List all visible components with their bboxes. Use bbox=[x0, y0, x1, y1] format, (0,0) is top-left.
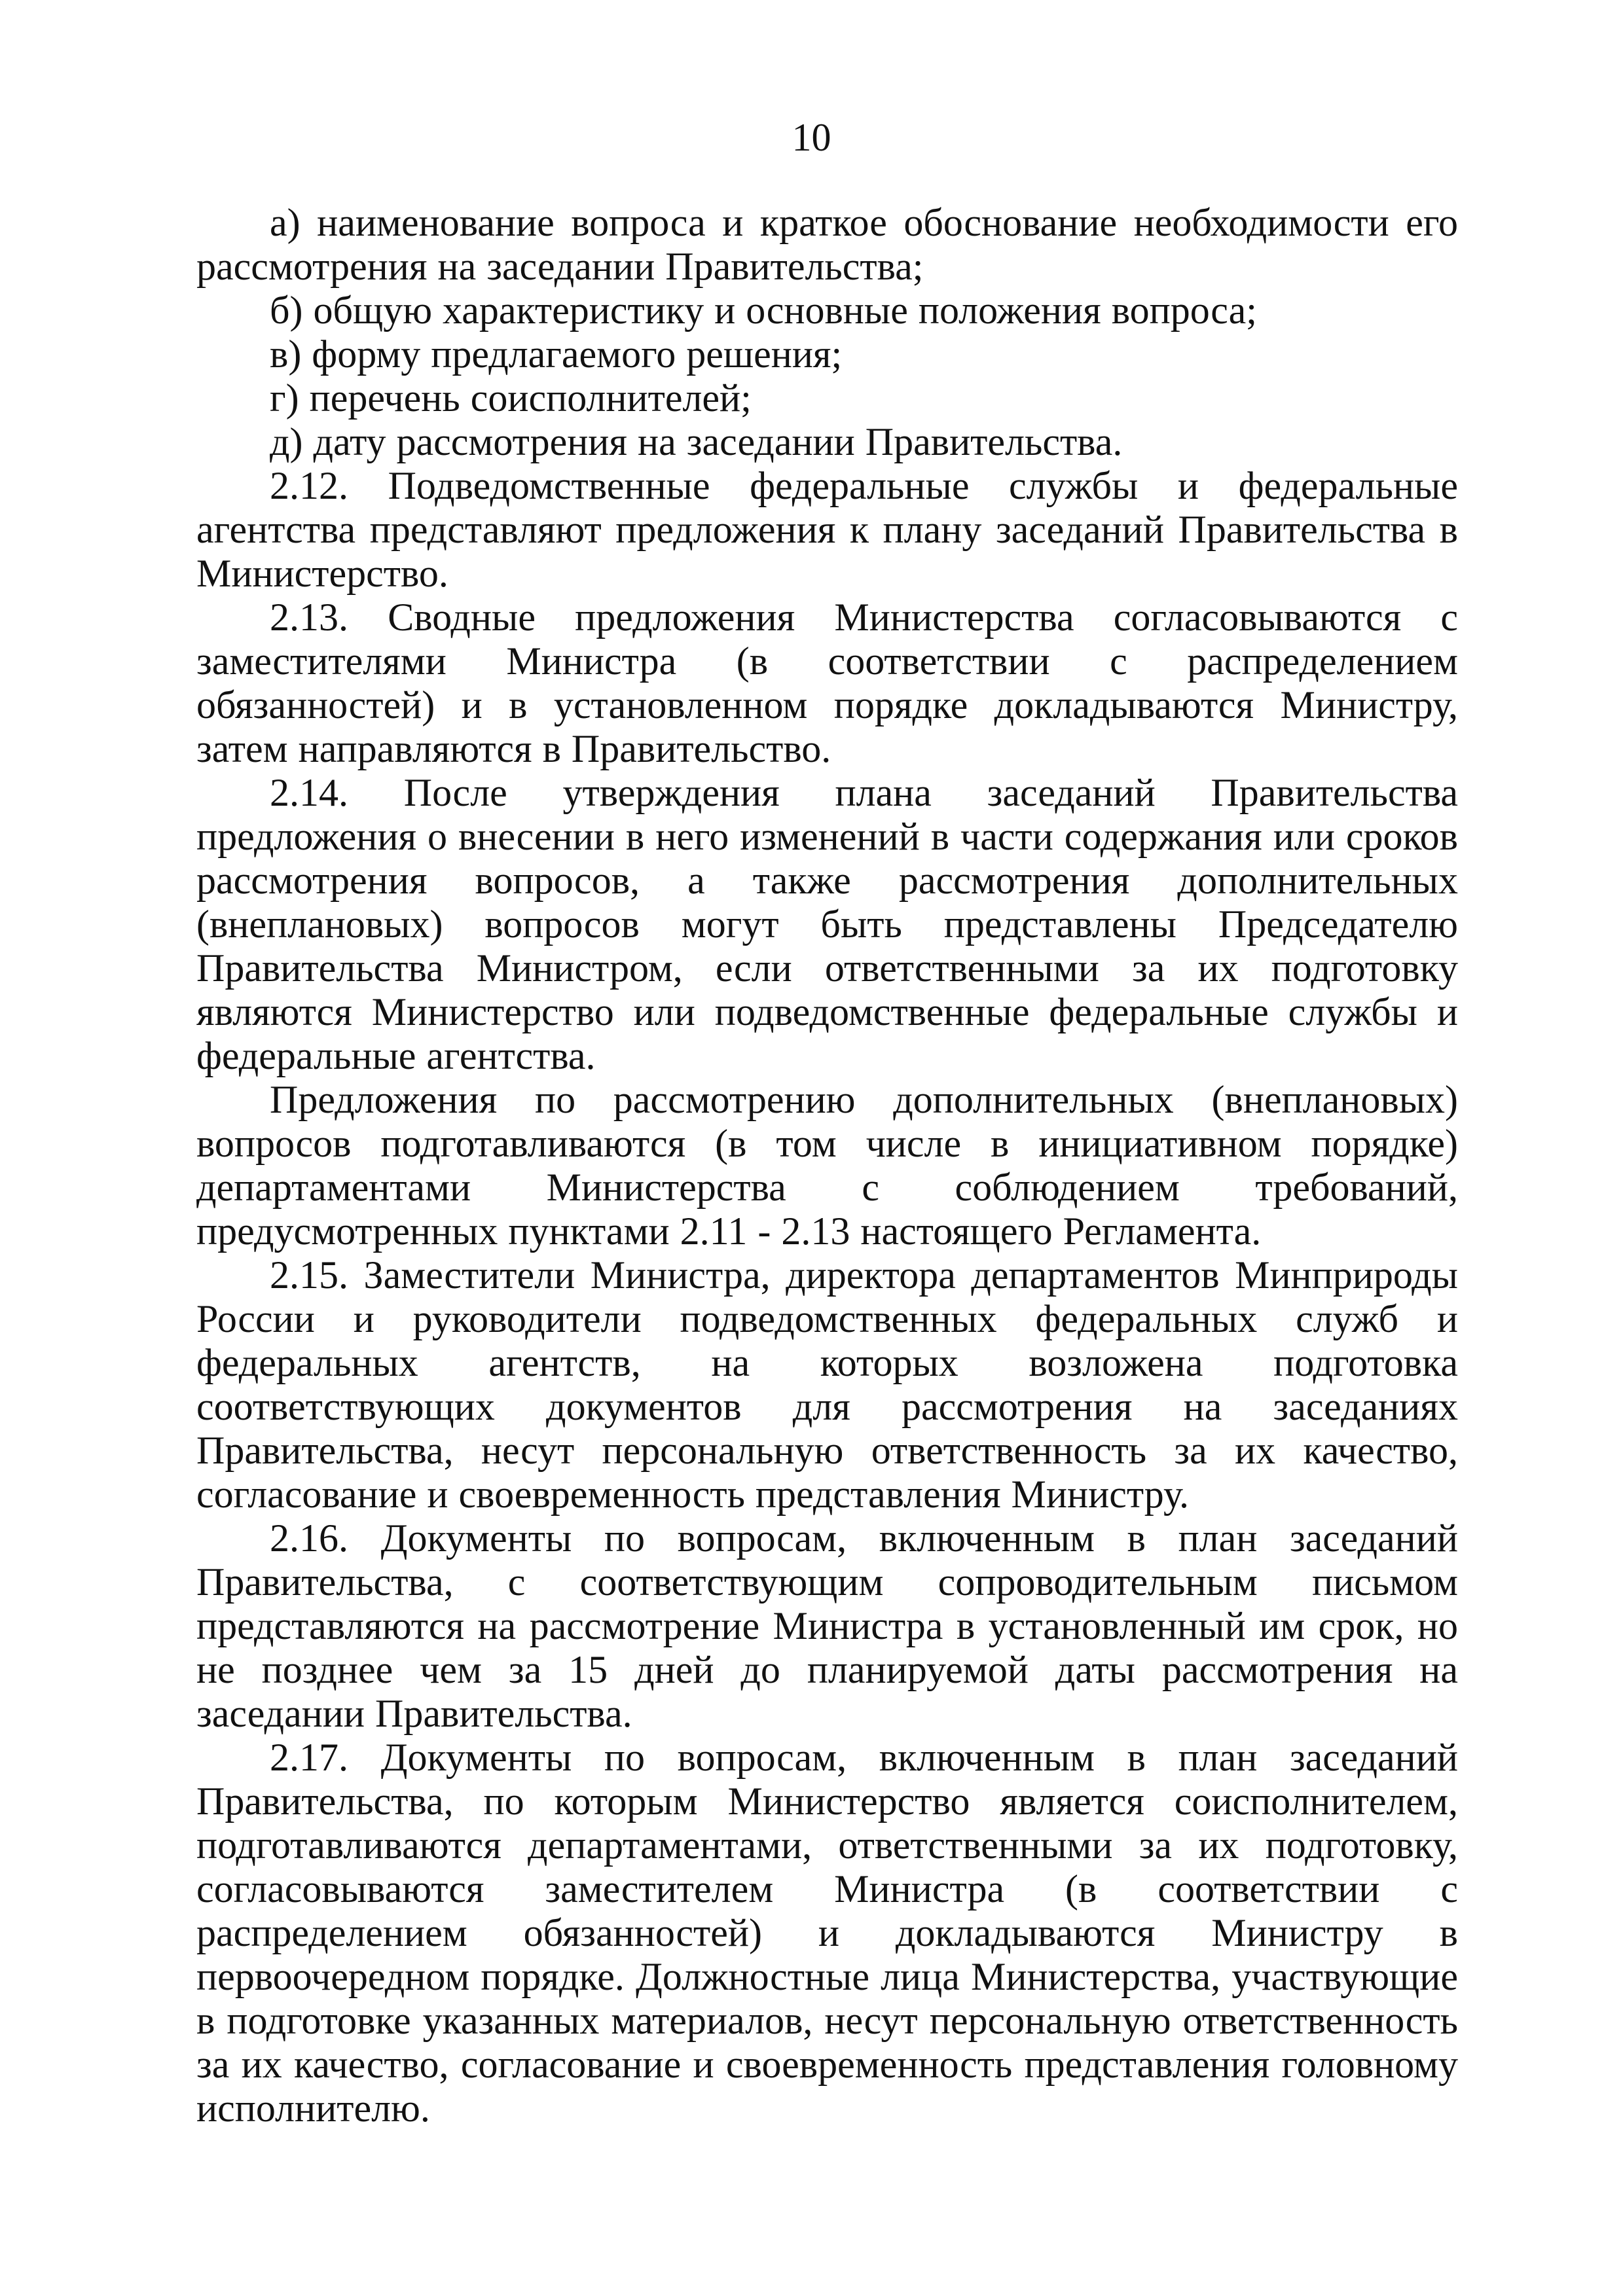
paragraph-item-d: д) дату рассмотрения на заседании Правительства. bbox=[270, 420, 1123, 463]
paragraph-item-g: г) перечень соисполнителей; bbox=[270, 376, 752, 420]
document-body bbox=[196, 201, 1458, 2130]
paragraph-2-16: 2.16. Документы по вопросам, включенным в план заседаний Правительства, с соответствующим сопроводительным письмом представляются на рассмотрение Министра в установленный им срок, но не позднее чем за 15 дней до планируемой даты рассмотрения на заседании Правительства. bbox=[196, 1516, 1458, 1735]
paragraph-2-12: 2.12. Подведомственные федеральные службы и федеральные агентства представляют предложения к плану заседаний Правительства в Министерство. bbox=[196, 464, 1458, 595]
paragraph-2-14-continued: Предложения по рассмотрению дополнительных (внеплановых) вопросов подготавливаются (в том числе в инициативном порядке) департаментами Министерства с соблюдением требований, предусмотренных пунктами 2.11 - 2.13 настоящего Регламента. bbox=[196, 1078, 1458, 1253]
paragraph-item-v: в) форму предлагаемого решения; bbox=[270, 332, 843, 376]
page-number: 10 bbox=[792, 116, 831, 159]
paragraph-item-a: а) наименование вопроса и краткое обоснование необходимости его рассмотрения на заседании Правительства; bbox=[196, 201, 1458, 288]
paragraph-2-15: 2.15. Заместители Министра, директора департаментов Минприроды России и руководители подведомственных федеральных служб и федеральных агентств, на которых возложена подготовка соответствующих документов для рассмотрения на заседаниях Правительства, несут персональную ответственность за их качество, согласование и своевременность представления Министру. bbox=[196, 1253, 1458, 1516]
paragraph-2-13: 2.13. Сводные предложения Министерства согласовываются с заместителями Министра (в соответствии с распределением обязанностей) и в установленном порядке докладываются Министру, затем направляются в Правительство. bbox=[196, 596, 1458, 770]
paragraph-item-b: б) общую характеристику и основные положения вопроса; bbox=[270, 289, 1257, 332]
paragraph-2-14: 2.14. После утверждения плана заседаний Правительства предложения о внесении в него изменений в части содержания или сроков рассмотрения вопросов, а также рассмотрения дополнительных (внеплановых) вопросов могут быть представлены Председателю Правительства Министром, если ответственными за их подготовку являются Министерство или подведомственные федеральные службы и федеральные агентства. bbox=[196, 771, 1458, 1077]
paragraph-2-17: 2.17. Документы по вопросам, включенным в план заседаний Правительства, по которым Министерство является соисполнителем, подготавливаются департаментами, ответственными за их подготовку, согласовываются заместителем Министра (в соответствии с распределением обязанностей) и докладываются Министру в первоочередном порядке. Должностные лица Министерства, участвующие в подготовке указанных материалов, несут персональную ответственность за их качество, согласование и своевременность представления головному исполнителю. bbox=[196, 1736, 1458, 2130]
